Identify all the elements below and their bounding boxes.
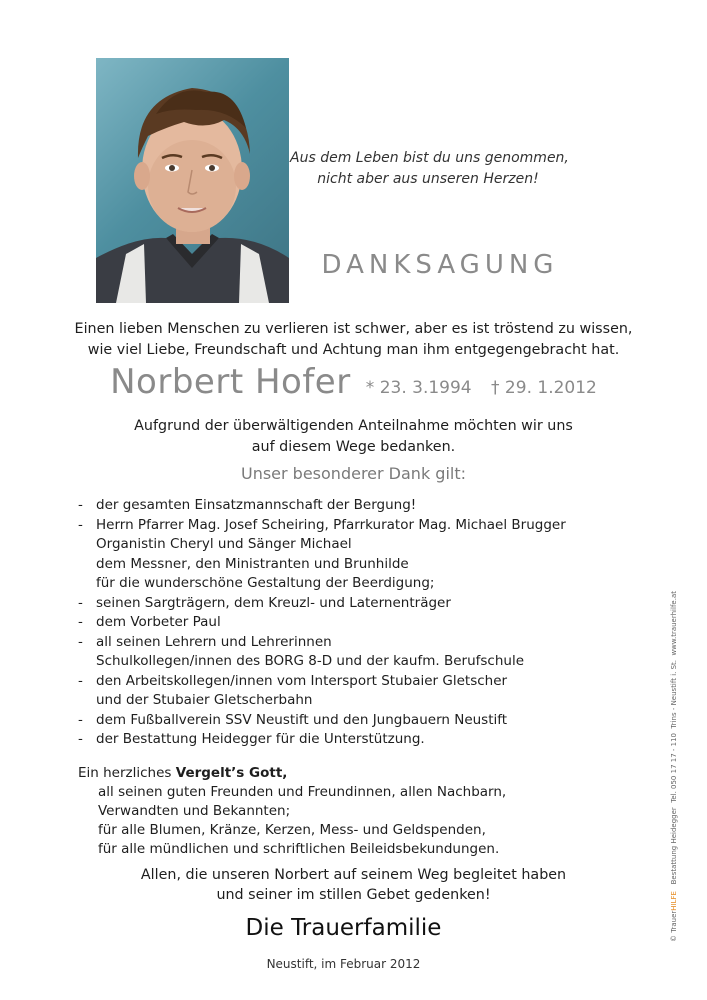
- family-signature: Die Trauerfamilie: [245, 915, 442, 941]
- place-date: Neustift, im Februar 2012: [266, 957, 421, 971]
- birth-date: * 23. 3.1994: [365, 378, 472, 398]
- sidebar-copyright: © Trauer: [670, 910, 678, 942]
- thanks-list-line: Schulkollegen/innen des BORG 8-D und der kaufm. Berufschule: [96, 653, 525, 669]
- deceased-name: Norbert Hofer: [110, 362, 351, 402]
- vergelt-line: für alle Blumen, Kränze, Kerzen, Mess- und Geldspenden,: [98, 822, 486, 838]
- sidebar-contact: Bestattung Heidegger Tel. 050 17 17 - 110 Trins - Neustift i. St. www.trauerhilfe.at: [670, 591, 678, 892]
- list-dash: -: [78, 497, 83, 513]
- thanks-list-item: [78, 516, 648, 594]
- thanks-list-line: der Bestattung Heidegger für die Unterstützung.: [96, 731, 425, 747]
- danksagung-heading: DANKSAGUNG: [321, 250, 559, 280]
- thanks-list-line: den Arbeitskollegen/innen vom Intersport Stubaier Gletscher: [96, 672, 508, 689]
- thanks-list-line: Organistin Cheryl und Sänger Michael: [96, 536, 352, 552]
- thanks-list-item: [78, 633, 648, 672]
- sidebar-brand: HILFE: [670, 891, 678, 911]
- undertaker-sidebar: [668, 542, 680, 942]
- thanks-list-line: und der Stubaier Gletscherbahn: [96, 692, 313, 708]
- thanks-list-item: [78, 711, 648, 731]
- list-dash: -: [78, 672, 83, 689]
- vergelt-line: für alle mündlichen und schriftlichen Beileidsbekundungen.: [98, 841, 500, 857]
- list-dash: -: [78, 711, 83, 728]
- thanks-list-line: dem Vorbeter Paul: [96, 614, 221, 630]
- thanks-list: [78, 496, 648, 750]
- quote-line: nicht aber aus unseren Herzen!: [317, 171, 539, 187]
- closing-text: [60, 865, 647, 905]
- thanks-list-item: [78, 672, 648, 711]
- thanks-list-item: [78, 496, 648, 516]
- thanks-list-line: all seinen Lehrern und Lehrerinnen: [96, 633, 332, 650]
- thanks-list-line: seinen Sargträgern, dem Kreuzl- und Laternenträger: [96, 594, 451, 611]
- life-dates: [362, 378, 597, 398]
- thanks-list-item: [78, 594, 648, 614]
- thanks-line: Aufgrund der überwältigenden Anteilnahme möchten wir uns: [134, 418, 573, 434]
- thanks-list-line: für die wunderschöne Gestaltung der Beerdigung;: [96, 575, 435, 591]
- thanks-list-line: der gesamten Einsatzmannschaft der Bergung!: [96, 497, 417, 513]
- list-dash: -: [78, 516, 83, 533]
- intro-text: [40, 319, 667, 361]
- vergelt-line: Verwandten und Bekannten;: [98, 803, 291, 819]
- list-dash: -: [78, 594, 83, 611]
- closing-line: und seiner im stillen Gebet gedenken!: [216, 887, 491, 903]
- thanks-line: auf diesem Wege bedanken.: [251, 439, 456, 455]
- special-thanks-heading: Unser besonderer Dank gilt:: [240, 464, 467, 483]
- vergelt-intro: [78, 764, 658, 783]
- vergelt-bold: Vergelt’s Gott,: [175, 765, 288, 781]
- vergelt-line: all seinen guten Freunden und Freundinnen, allen Nachbarn,: [98, 784, 507, 800]
- list-dash: -: [78, 731, 83, 747]
- thanks-list-line: dem Fußballverein SSV Neustift und den Jungbauern Neustift: [96, 711, 508, 728]
- thanks-list-line: dem Messner, den Ministranten und Brunhilde: [96, 555, 409, 572]
- portrait-photo: [96, 58, 289, 303]
- vergelt-gott-section: [78, 764, 658, 859]
- thanks-list-line: Herrn Pfarrer Mag. Josef Scheiring, Pfarrkurator Mag. Michael Brugger: [96, 516, 566, 533]
- closing-line: Allen, die unseren Norbert auf seinem Weg begleitet haben: [140, 867, 567, 883]
- intro-line: Einen lieben Menschen zu verlieren ist schwer, aber es ist tröstend zu wissen,: [74, 321, 633, 337]
- thanks-list-item: [78, 730, 648, 750]
- quote-line: Aus dem Leben bist du uns genommen,: [290, 150, 569, 166]
- name-row: [20, 362, 687, 402]
- death-date: † 29. 1.2012: [491, 378, 597, 398]
- list-dash: -: [78, 614, 83, 630]
- thanks-list-item: [78, 613, 648, 633]
- intro-line: wie viel Liebe, Freundschaft und Achtung man ihm entgegengebracht hat.: [87, 342, 620, 358]
- vergelt-prefix: Ein herzliches: [78, 765, 176, 781]
- thanks-text: [60, 416, 647, 458]
- portrait-illustration: [96, 58, 289, 303]
- list-dash: -: [78, 633, 83, 650]
- memorial-quote: [290, 148, 569, 190]
